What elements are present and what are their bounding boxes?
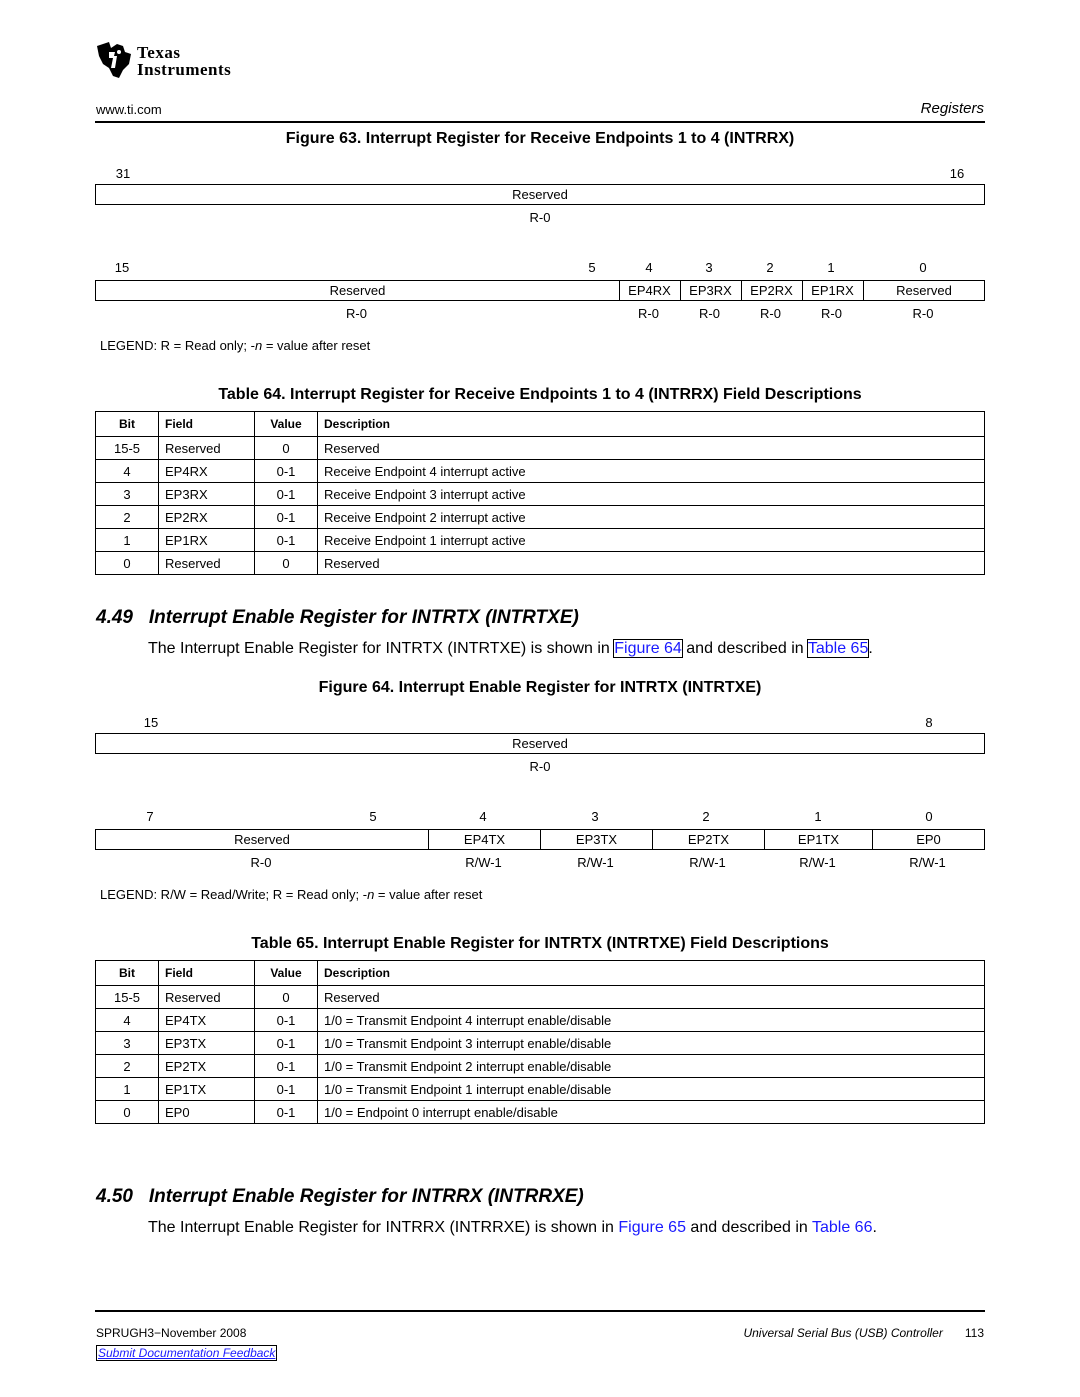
bit-number: 15	[114, 260, 130, 275]
cell-value: 0-1	[255, 483, 318, 506]
register-field-ep2rx: EP2RX	[750, 283, 793, 298]
cell-value: 0-1	[255, 460, 318, 483]
submit-feedback-link[interactable]: Submit Documentation Feedback	[98, 1346, 276, 1360]
bit-number: 5	[369, 809, 377, 824]
field-access: R/W-1	[909, 855, 946, 870]
field-access: R/W-1	[577, 855, 614, 870]
register-field-ep1tx: EP1TX	[797, 832, 840, 847]
section-body: The Interrupt Enable Register for INTRRX (INTRRXE) is shown in Figure 65 and described in Table 66.	[148, 1219, 877, 1236]
register-field-ep3rx: EP3RX	[689, 283, 732, 298]
footer-rule	[95, 1310, 985, 1312]
bit-number: 16	[949, 166, 965, 181]
cell-bit: 1	[96, 529, 159, 552]
register-field-ep3tx: EP3TX	[575, 832, 618, 847]
cell-description: Receive Endpoint 4 interrupt active	[318, 460, 985, 483]
cell-field: Reserved	[159, 552, 255, 575]
register-field-ep4tx: EP4TX	[463, 832, 506, 847]
section-title: 4.50 Interrupt Enable Register for INTRRX (INTRRXE)	[96, 1186, 584, 1207]
figure-legend: LEGEND: R/W = Read/Write; R = Read only; -n = value after reset	[100, 887, 483, 902]
cell-bit: 1	[96, 1078, 159, 1101]
cell-field: Reserved	[159, 986, 255, 1009]
cell-value: 0	[255, 552, 318, 575]
field-access: R-0	[699, 306, 720, 321]
cell-description: 1/0 = Transmit Endpoint 2 interrupt enable/disable	[318, 1055, 985, 1078]
column-header: Value	[255, 961, 318, 986]
figure-legend: LEGEND: R = Read only; -n = value after reset	[100, 338, 371, 353]
field-description-table	[95, 960, 985, 1124]
cell-value: 0-1	[255, 1032, 318, 1055]
bit-number: 1	[814, 809, 822, 824]
column-header: Field	[159, 961, 255, 986]
header-url[interactable]: www.ti.com	[96, 102, 162, 117]
register-field-ep1rx: EP1RX	[811, 283, 854, 298]
section-body: The Interrupt Enable Register for INTRTX (INTRTXE) is shown in Figure 64 and described in Table 65.	[148, 640, 873, 657]
cell-value: 0-1	[255, 529, 318, 552]
column-header: Field	[159, 412, 255, 437]
cell-bit: 2	[96, 506, 159, 529]
ti-logo	[95, 40, 265, 80]
field-access: R-0	[821, 306, 842, 321]
table-row	[96, 1055, 985, 1078]
field-access: R-0	[912, 306, 934, 321]
cell-field: EP4TX	[159, 1009, 255, 1032]
table-row	[96, 483, 985, 506]
field-access: R-0	[638, 306, 659, 321]
table-64-caption: Table 64. Interrupt Register for Receive Endpoints 1 to 4 (INTRRX) Field Descriptions	[218, 386, 862, 403]
register-field-reserved: Reserved	[234, 832, 290, 847]
register-field-reserved: Reserved	[329, 283, 386, 298]
cell-bit: 0	[96, 552, 159, 575]
logo-line2: Instruments	[137, 60, 232, 79]
cell-description: 1/0 = Transmit Endpoint 3 interrupt enable/disable	[318, 1032, 985, 1055]
cell-field: Reserved	[159, 437, 255, 460]
cell-value: 0-1	[255, 1055, 318, 1078]
cell-bit: 4	[96, 1009, 159, 1032]
field-description-table	[95, 411, 985, 575]
footer-right	[743, 1326, 984, 1340]
footer-page-number: 113	[964, 1326, 984, 1340]
bit-number: 2	[702, 809, 710, 824]
field-access: R-0	[346, 306, 367, 321]
cell-field: EP0	[159, 1101, 255, 1124]
bit-number: 4	[479, 809, 487, 824]
cell-field: EP4RX	[159, 460, 255, 483]
register-field-ep0: EP0	[916, 832, 941, 847]
bit-number: 3	[705, 260, 713, 275]
register-field-reserved: Reserved	[95, 184, 985, 205]
table-row	[96, 437, 985, 460]
bit-number: 5	[588, 260, 596, 275]
field-access: R-0	[760, 306, 781, 321]
register-field-reserved: Reserved	[896, 283, 952, 298]
table-row	[96, 1009, 985, 1032]
footer-doc-id: SPRUGH3−November 2008	[96, 1326, 247, 1340]
bit-number: 31	[115, 166, 131, 181]
field-access: R-0	[529, 759, 551, 774]
figure-link[interactable]: Figure 65	[618, 1219, 686, 1236]
bit-number: 0	[925, 809, 933, 824]
figure-64-caption: Figure 64. Interrupt Enable Register for INTRTX (INTRTXE)	[318, 679, 762, 696]
table-row	[96, 1032, 985, 1055]
cell-field: EP3TX	[159, 1032, 255, 1055]
table-header-row	[96, 412, 985, 437]
cell-bit: 0	[96, 1101, 159, 1124]
field-access: R/W-1	[689, 855, 726, 870]
figure-link[interactable]: Figure 64	[614, 640, 682, 657]
cell-description: Reserved	[318, 437, 985, 460]
cell-field: EP3RX	[159, 483, 255, 506]
cell-field: EP1RX	[159, 529, 255, 552]
bit-number: 0	[919, 260, 927, 275]
cell-bit: 15-5	[96, 437, 159, 460]
cell-bit: 15-5	[96, 986, 159, 1009]
section-title: 4.49 Interrupt Enable Register for INTRTX (INTRTXE)	[96, 607, 579, 628]
table-link[interactable]: Table 65	[807, 640, 869, 657]
cell-description: Receive Endpoint 1 interrupt active	[318, 529, 985, 552]
cell-value: 0	[255, 986, 318, 1009]
cell-description: Reserved	[318, 986, 985, 1009]
figure-63-caption: Figure 63. Interrupt Register for Receive Endpoints 1 to 4 (INTRRX)	[285, 130, 795, 147]
bit-number: 4	[645, 260, 653, 275]
table-row	[96, 1101, 985, 1124]
cell-bit: 3	[96, 1032, 159, 1055]
bit-number: 1	[827, 260, 835, 275]
cell-bit: 4	[96, 460, 159, 483]
column-header: Value	[255, 412, 318, 437]
bit-number: 3	[591, 809, 599, 824]
cell-description: Receive Endpoint 2 interrupt active	[318, 506, 985, 529]
cell-description: 1/0 = Endpoint 0 interrupt enable/disable	[318, 1101, 985, 1124]
cell-bit: 2	[96, 1055, 159, 1078]
column-header: Bit	[96, 961, 159, 986]
bit-number: 8	[925, 715, 933, 730]
table-header-row	[96, 961, 985, 986]
register-row	[95, 280, 985, 301]
table-row	[96, 552, 985, 575]
table-link[interactable]: Table 66	[811, 1219, 873, 1236]
cell-description: Reserved	[318, 552, 985, 575]
column-header: Description	[318, 961, 985, 986]
table-row	[96, 529, 985, 552]
cell-value: 0	[255, 437, 318, 460]
table-row	[96, 460, 985, 483]
header-section: Registers	[920, 100, 984, 117]
logo-line1: Texas	[137, 43, 181, 62]
cell-field: EP1TX	[159, 1078, 255, 1101]
cell-bit: 3	[96, 483, 159, 506]
table-row	[96, 506, 985, 529]
table-row	[96, 986, 985, 1009]
table-row	[96, 1078, 985, 1101]
field-access: R-0	[250, 855, 272, 870]
header-rule	[95, 121, 985, 123]
field-access: R/W-1	[799, 855, 836, 870]
bit-number: 15	[143, 715, 159, 730]
field-access: R/W-1	[465, 855, 502, 870]
cell-value: 0-1	[255, 506, 318, 529]
cell-value: 0-1	[255, 1101, 318, 1124]
register-field-reserved: Reserved	[95, 733, 985, 754]
cell-field: EP2RX	[159, 506, 255, 529]
ti-logo-icon	[95, 40, 133, 80]
cell-description: Receive Endpoint 3 interrupt active	[318, 483, 985, 506]
register-field-ep4rx: EP4RX	[628, 283, 671, 298]
bit-number: 2	[766, 260, 774, 275]
cell-description: 1/0 = Transmit Endpoint 4 interrupt enable/disable	[318, 1009, 985, 1032]
register-row	[95, 829, 985, 850]
cell-field: EP2TX	[159, 1055, 255, 1078]
table-65-caption: Table 65. Interrupt Enable Register for INTRTX (INTRTXE) Field Descriptions	[251, 935, 829, 952]
cell-value: 0-1	[255, 1078, 318, 1101]
register-field-ep2tx: EP2TX	[687, 832, 730, 847]
bit-number: 7	[146, 809, 154, 824]
field-access: R-0	[529, 210, 551, 225]
cell-description: 1/0 = Transmit Endpoint 1 interrupt enable/disable	[318, 1078, 985, 1101]
column-header: Bit	[96, 412, 159, 437]
column-header: Description	[318, 412, 985, 437]
cell-value: 0-1	[255, 1009, 318, 1032]
footer-doc-title: Universal Serial Bus (USB) Controller	[743, 1326, 943, 1340]
